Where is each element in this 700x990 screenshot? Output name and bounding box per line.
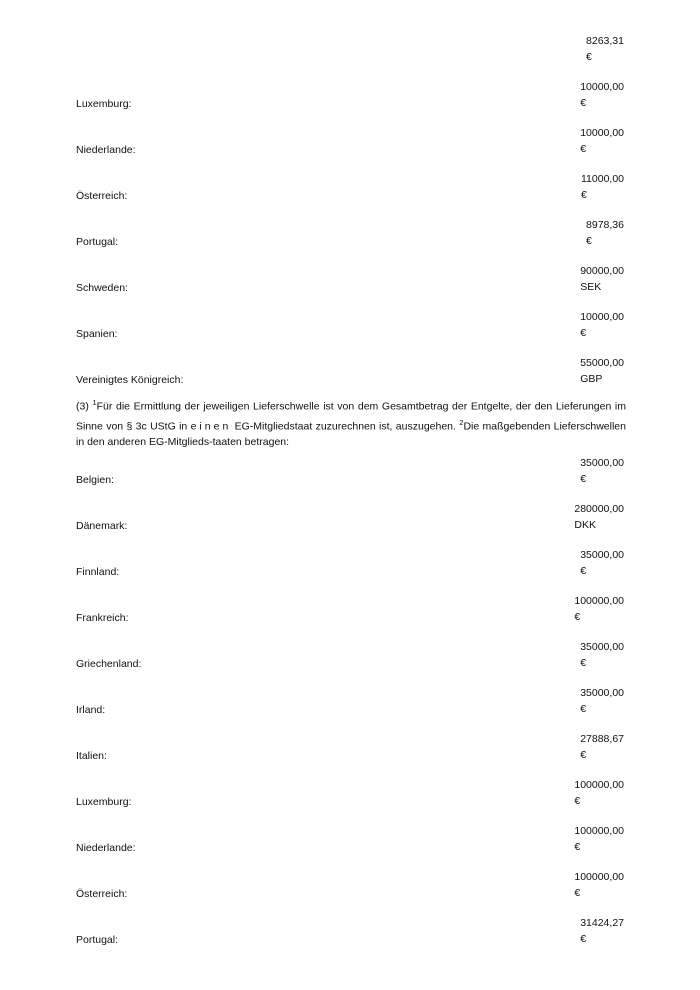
threshold-value <box>574 823 624 855</box>
currency-unit: € <box>580 473 587 485</box>
currency-unit: € <box>586 235 592 247</box>
threshold-amount: 35000,00 <box>580 687 624 699</box>
threshold-amount: 8978,36 <box>586 219 624 231</box>
country-label: Frankreich: <box>76 612 129 624</box>
currency-unit: € <box>580 143 587 155</box>
country-label: Finnland: <box>76 566 120 578</box>
country-label: Vereinigtes Königreich: <box>76 374 184 386</box>
currency-unit: GBP <box>580 373 603 385</box>
threshold-value <box>586 217 624 249</box>
currency-unit: € <box>580 933 587 945</box>
threshold-value <box>581 171 624 203</box>
threshold-value <box>574 593 624 625</box>
threshold-value <box>574 869 624 901</box>
threshold-value <box>574 777 624 809</box>
currency-unit: € <box>580 97 587 109</box>
currency-unit: € <box>580 703 587 715</box>
threshold-amount: 55000,00 <box>580 357 624 369</box>
threshold-value <box>580 639 624 671</box>
country-label: Portugal: <box>76 236 119 248</box>
currency-unit: € <box>574 841 581 853</box>
threshold-amount: 100000,00 <box>574 825 624 837</box>
country-label: Italien: <box>76 750 107 762</box>
threshold-value <box>580 455 624 487</box>
country-label: Schweden: <box>76 282 128 294</box>
country-label: Belgien: <box>76 474 114 486</box>
country-label: Österreich: <box>76 888 128 900</box>
country-label: Luxemburg: <box>76 796 132 808</box>
country-label: Griechenland: <box>76 658 142 670</box>
threshold-amount: 280000,00 <box>574 503 624 515</box>
threshold-amount: 10000,00 <box>580 127 624 139</box>
threshold-amount: 100000,00 <box>574 871 624 883</box>
country-label: Österreich: <box>76 190 128 202</box>
threshold-amount: 35000,00 <box>580 641 624 653</box>
country-label: Irland: <box>76 704 106 716</box>
paragraph-spaced-word: einen <box>190 420 232 433</box>
currency-unit: € <box>574 887 581 899</box>
threshold-value <box>580 355 624 387</box>
country-label: Luxemburg: <box>76 98 132 110</box>
currency-unit: SEK <box>580 281 602 293</box>
threshold-amount: 11000,00 <box>580 173 624 185</box>
threshold-value <box>580 79 624 111</box>
paragraph-3 <box>76 395 626 451</box>
threshold-value <box>580 309 624 341</box>
sentence-marker-2: 2 <box>459 418 464 427</box>
currency-unit: € <box>586 51 592 63</box>
currency-unit: € <box>580 327 587 339</box>
currency-unit: € <box>580 749 587 761</box>
paragraph-number: (3) <box>76 400 89 413</box>
threshold-amount: 10000,00 <box>580 81 624 93</box>
currency-unit: DKK <box>574 519 596 531</box>
threshold-amount: 10000,00 <box>580 311 624 323</box>
threshold-value <box>580 731 624 763</box>
threshold-amount: 8263,31 <box>586 35 624 47</box>
threshold-value <box>580 547 624 579</box>
country-label: Spanien: <box>76 328 118 340</box>
threshold-amount: 100000,00 <box>574 595 624 607</box>
threshold-amount: 100000,00 <box>574 779 624 791</box>
country-label: Niederlande: <box>76 144 136 156</box>
country-label: Portugal: <box>76 934 119 946</box>
threshold-value <box>580 685 624 717</box>
currency-unit: € <box>580 189 587 201</box>
currency-unit: € <box>580 565 587 577</box>
currency-unit: € <box>574 795 581 807</box>
paragraph-text-2: Die maßgebenden Lieferschwellen in den anderen EG-Mitglieds-taaten betragen: <box>76 420 626 448</box>
country-label: Niederlande: <box>76 842 136 854</box>
threshold-value <box>586 33 624 65</box>
sentence-marker-1: 1 <box>92 398 97 407</box>
threshold-amount: 90000,00 <box>580 265 624 277</box>
threshold-value <box>580 915 624 947</box>
threshold-amount: 27888,67 <box>580 733 624 745</box>
paragraph-text-1b: EG-Mitgliedstaat zuzurechnen ist, auszugehen. <box>234 420 456 433</box>
currency-unit: € <box>580 657 587 669</box>
threshold-value <box>574 501 624 533</box>
threshold-amount: 31424,27 <box>580 917 624 929</box>
threshold-value <box>580 263 624 295</box>
country-label: Dänemark: <box>76 520 128 532</box>
threshold-amount: 35000,00 <box>580 549 624 561</box>
threshold-amount: 35000,00 <box>580 457 624 469</box>
paragraph-text-1a: Für die Ermittlung der jeweiligen Lieferschwelle ist von dem Gesamtbetrag der Entgelte, der den Lieferungen im Sinne von § 3c UStG in <box>76 400 626 433</box>
currency-unit: € <box>574 611 581 623</box>
threshold-value <box>580 125 624 157</box>
